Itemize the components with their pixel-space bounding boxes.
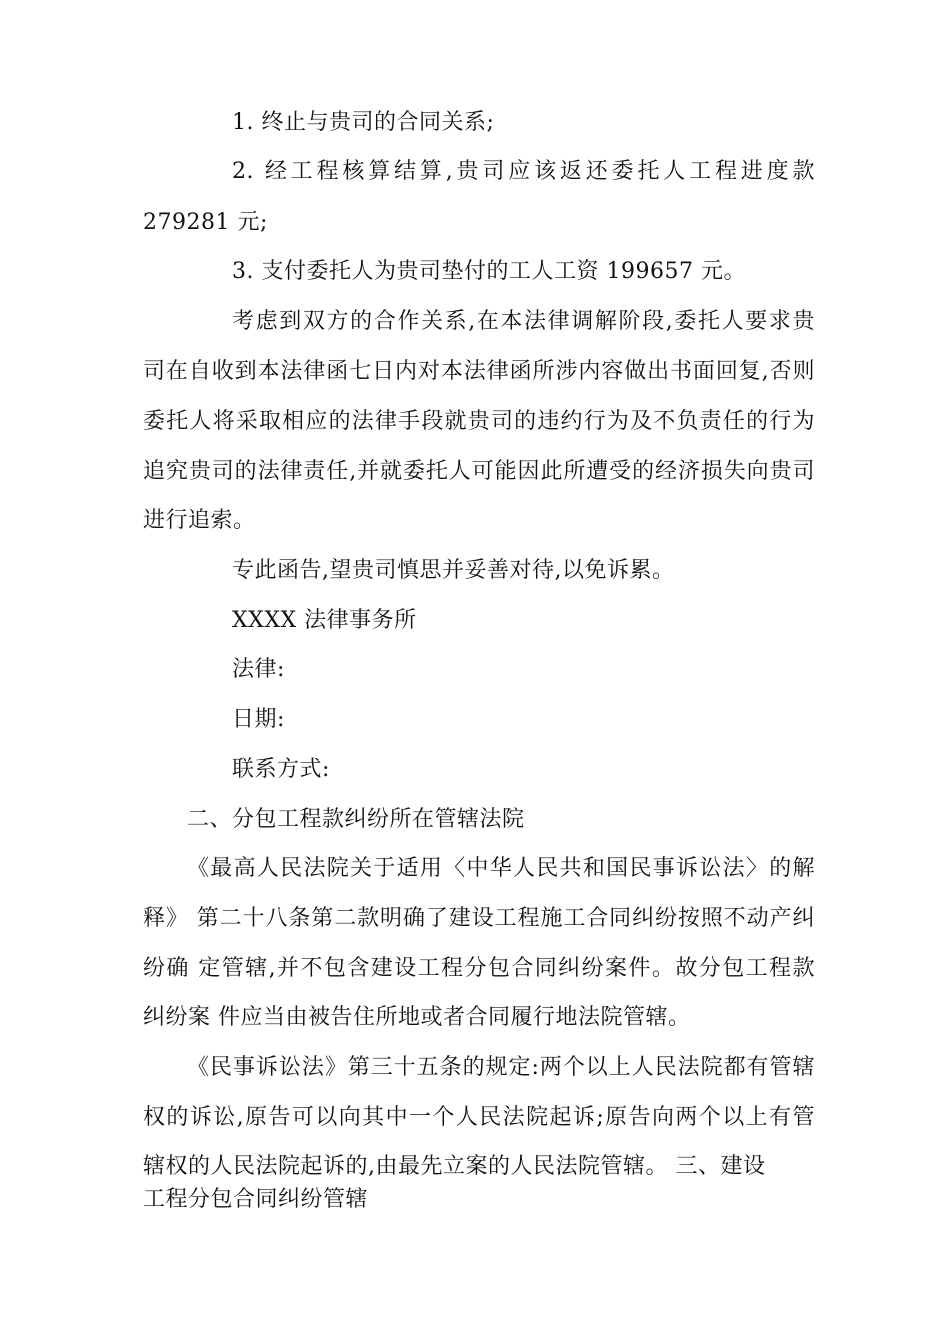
list-item-2-line-1: 2. 经工程核算结算,贵司应该返还委托人工程进度款 (232, 159, 815, 184)
paragraph-line: 工程分包合同纠纷管辖 (143, 1187, 369, 1212)
paragraph-line: 进行追索。 (143, 508, 256, 533)
paragraph-line: 委托人将采取相应的法律手段就贵司的违约行为及不负责任的行为 (143, 409, 815, 434)
list-item-3: 3. 支付委托人为贵司垫付的工人工资 199657 元。 (232, 259, 746, 284)
section-heading: 二、分包工程款纠纷所在管辖法院 (187, 807, 525, 832)
signature-date: 日期: (232, 707, 285, 732)
paragraph-line: 考虑到双方的合作关系,在本法律调解阶段,委托人要求贵 (232, 309, 815, 334)
list-item-1: 1. 终止与贵司的合同关系; (232, 110, 495, 135)
paragraph-line: 追究贵司的法律责任,并就委托人可能因此所遭受的经济损失向贵司 (143, 459, 815, 484)
closing-sentence: 专此函告,望贵司慎思并妥善对待,以免诉累。 (232, 558, 675, 583)
paragraph-line: 纠纷案 件应当由被告住所地或者合同履行地法院管辖。 (143, 1005, 691, 1030)
list-item-2-line-2: 279281 元; (143, 210, 268, 235)
paragraph-line: 纷确 定管辖,并不包含建设工程分包合同纠纷案件。故分包工程款 (143, 956, 815, 981)
paragraph-line: 释》 第二十八条第二款明确了建设工程施工合同纠纷按照不动产纠 (143, 906, 815, 931)
paragraph-line: 权的诉讼,原告可以向其中一个人民法院起诉;原告向两个以上有管 (143, 1105, 815, 1130)
paragraph-line: 《民事诉讼法》第三十五条的规定:两个以上人民法院都有管辖 (187, 1055, 815, 1080)
signature-firm: XXXX 法律事务所 (232, 608, 417, 633)
paragraph-line: 司在自收到本法律函七日内对本法律函所涉内容做出书面回复,否则 (143, 359, 815, 384)
signature-contact: 联系方式: (232, 757, 330, 782)
paragraph-line: 辖权的人民法院起诉的,由最先立案的人民法院管辖。 三、建设 (143, 1154, 766, 1179)
signature-lawyer: 法律: (232, 657, 285, 682)
paragraph-line: 《最高人民法院关于适用〈中华人民共和国民事诉讼法〉的解 (187, 856, 815, 881)
